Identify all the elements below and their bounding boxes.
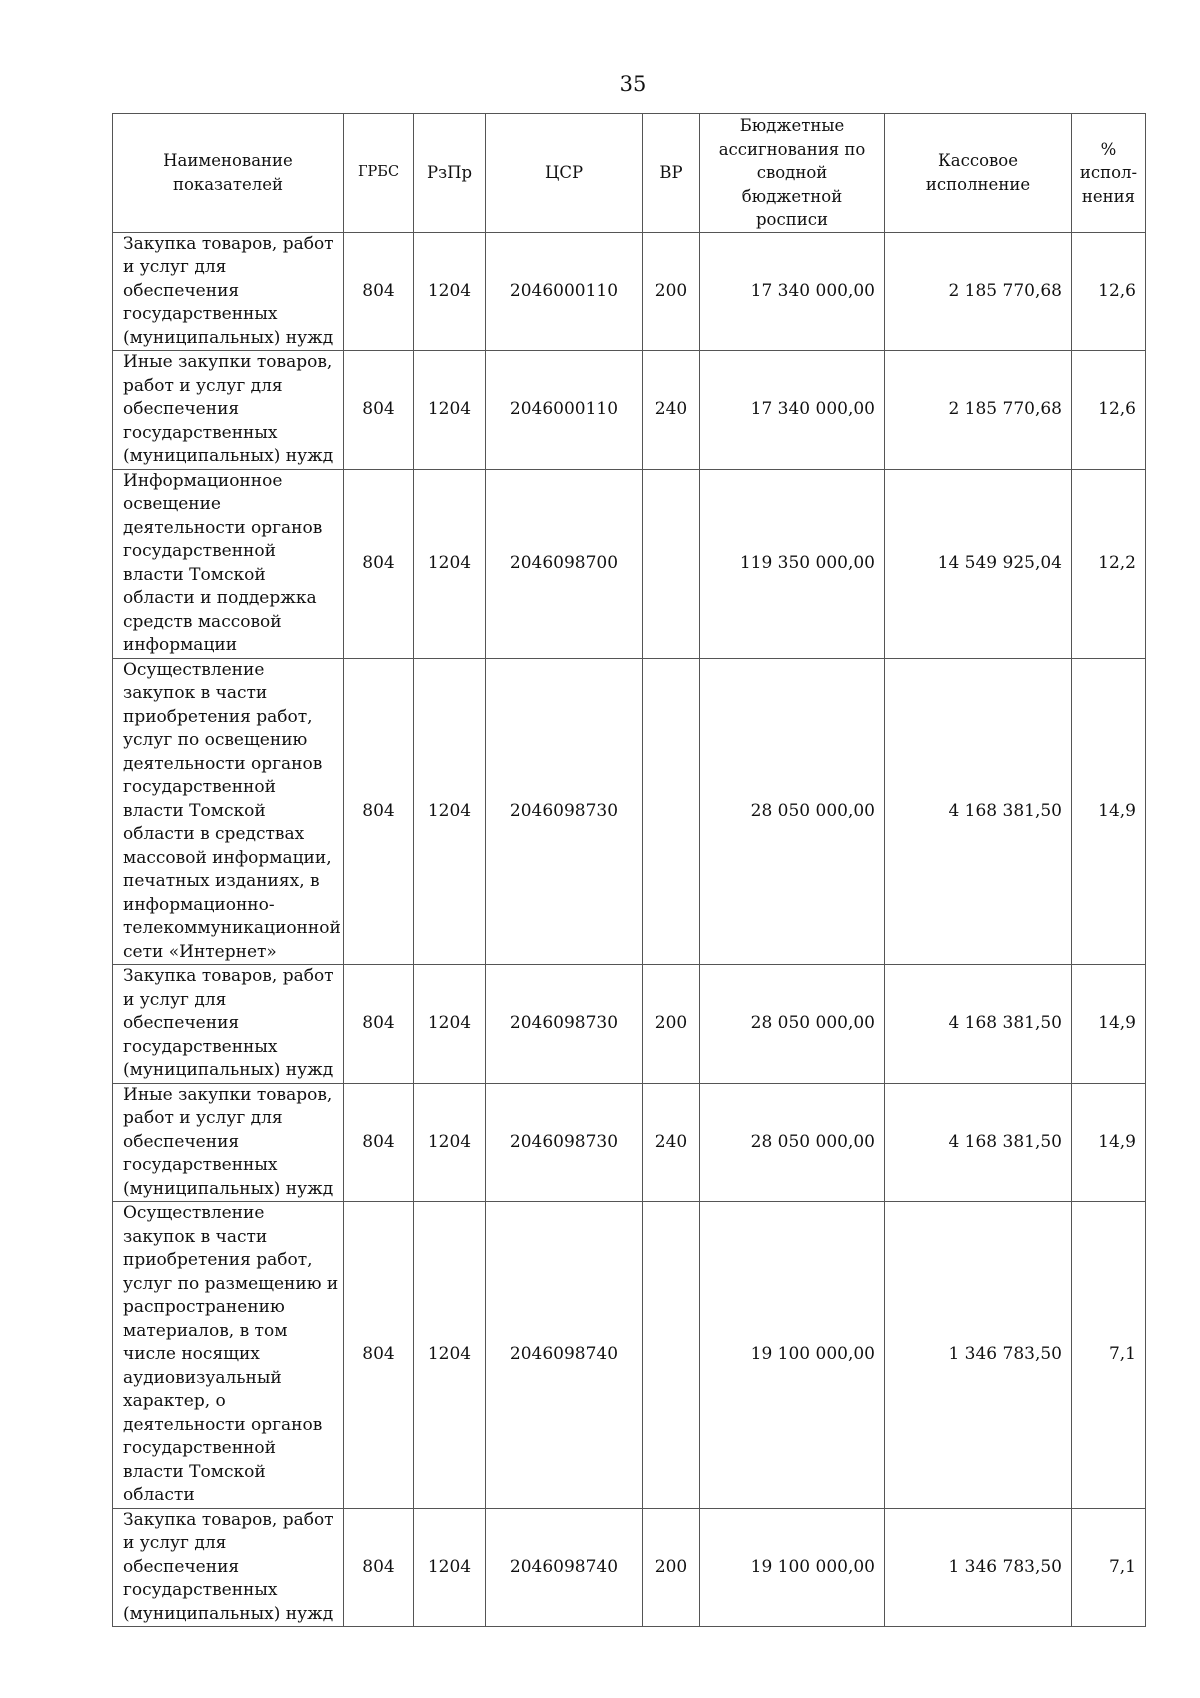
row-grbs-cell: 804 [344,469,414,658]
row-budget-cell: 17 340 000,00 [700,351,885,470]
row-percent-cell: 12,2 [1072,469,1146,658]
row-budget-cell: 17 340 000,00 [700,232,885,351]
row-grbs-cell: 804 [344,351,414,470]
row-name-cell: Иные закупки товаров, работ и услуг для обеспечения государственных (муниципальных) нужд [113,351,344,470]
page-number: 35 [619,72,647,96]
row-cash-cell: 1 346 783,50 [885,1508,1072,1627]
row-percent-cell: 14,9 [1072,965,1146,1084]
row-percent-cell: 14,9 [1072,658,1146,965]
row-vr-cell: 200 [643,232,700,351]
table-row [113,232,1146,351]
table-body [113,232,1146,1627]
row-csr-cell: 2046098700 [486,469,643,658]
row-rzpr-cell: 1204 [414,232,486,351]
row-grbs-cell: 804 [344,1508,414,1627]
row-rzpr-cell: 1204 [414,351,486,470]
row-name-cell: Иные закупки товаров, работ и услуг для обеспечения государственных (муниципальных) нужд [113,1083,344,1202]
row-vr-cell: 240 [643,1083,700,1202]
header-budget: Бюджетные ассигнования по сводной бюджетной росписи [700,114,885,233]
table-header-row [113,114,1146,233]
header-vr: ВР [643,114,700,233]
row-vr-cell: 240 [643,351,700,470]
row-percent-cell: 14,9 [1072,1083,1146,1202]
row-rzpr-cell: 1204 [414,469,486,658]
row-cash-cell: 2 185 770,68 [885,232,1072,351]
row-name-cell: Закупка товаров, работ и услуг для обеспечения государственных (муниципальных) нужд [113,1508,344,1627]
row-name-cell: Закупка товаров, работ и услуг для обеспечения государственных (муниципальных) нужд [113,965,344,1084]
row-vr-cell [643,469,700,658]
row-percent-cell: 12,6 [1072,351,1146,470]
row-budget-cell: 28 050 000,00 [700,658,885,965]
table-row [113,469,1146,658]
row-rzpr-cell: 1204 [414,1083,486,1202]
row-grbs-cell: 804 [344,1202,414,1509]
row-cash-cell: 1 346 783,50 [885,1202,1072,1509]
row-name-cell: Осуществление закупок в части приобретения работ, услуг по размещению и распространению материалов, в том числе носящих аудиовизуальный характер, о деятельности органов государственной власти Томской области [113,1202,344,1509]
row-cash-cell: 4 168 381,50 [885,658,1072,965]
row-csr-cell: 2046098740 [486,1202,643,1509]
row-csr-cell: 2046098740 [486,1508,643,1627]
header-cash: Кассовое исполнение [885,114,1072,233]
row-rzpr-cell: 1204 [414,1202,486,1509]
row-name-cell: Закупка товаров, работ и услуг для обеспечения государственных (муниципальных) нужд [113,232,344,351]
row-rzpr-cell: 1204 [414,965,486,1084]
row-csr-cell: 2046000110 [486,232,643,351]
row-csr-cell: 2046000110 [486,351,643,470]
header-csr: ЦСР [486,114,643,233]
header-percent: % испол-нения [1072,114,1146,233]
row-cash-cell: 4 168 381,50 [885,1083,1072,1202]
row-budget-cell: 119 350 000,00 [700,469,885,658]
header-grbs: ГРБС [344,114,414,233]
row-budget-cell: 28 050 000,00 [700,965,885,1084]
row-budget-cell: 19 100 000,00 [700,1202,885,1509]
table-row [113,965,1146,1084]
row-name-cell: Осуществление закупок в части приобретения работ, услуг по освещению деятельности органов государственной власти Томской области в средствах массовой информации, печатных изданиях, в информационно-телекоммуникационной сети «Интернет» [113,658,344,965]
row-cash-cell: 2 185 770,68 [885,351,1072,470]
row-rzpr-cell: 1204 [414,658,486,965]
header-rzpr: РзПр [414,114,486,233]
row-vr-cell: 200 [643,1508,700,1627]
row-rzpr-cell: 1204 [414,1508,486,1627]
table-row [113,351,1146,470]
row-csr-cell: 2046098730 [486,1083,643,1202]
row-grbs-cell: 804 [344,965,414,1084]
row-percent-cell: 7,1 [1072,1508,1146,1627]
table-row [113,658,1146,965]
row-vr-cell [643,658,700,965]
row-grbs-cell: 804 [344,232,414,351]
row-csr-cell: 2046098730 [486,965,643,1084]
row-grbs-cell: 804 [344,1083,414,1202]
row-cash-cell: 4 168 381,50 [885,965,1072,1084]
row-csr-cell: 2046098730 [486,658,643,965]
row-name-cell: Информационное освещение деятельности органов государственной власти Томской области и поддержка средств массовой информации [113,469,344,658]
table-row [113,1083,1146,1202]
row-budget-cell: 19 100 000,00 [700,1508,885,1627]
header-name: Наименование показателей [113,114,344,233]
row-grbs-cell: 804 [344,658,414,965]
table-row [113,1202,1146,1509]
table-row [113,1508,1146,1627]
row-vr-cell: 200 [643,965,700,1084]
row-percent-cell: 12,6 [1072,232,1146,351]
row-cash-cell: 14 549 925,04 [885,469,1072,658]
budget-execution-table [112,113,1146,1627]
row-vr-cell [643,1202,700,1509]
row-budget-cell: 28 050 000,00 [700,1083,885,1202]
row-percent-cell: 7,1 [1072,1202,1146,1509]
